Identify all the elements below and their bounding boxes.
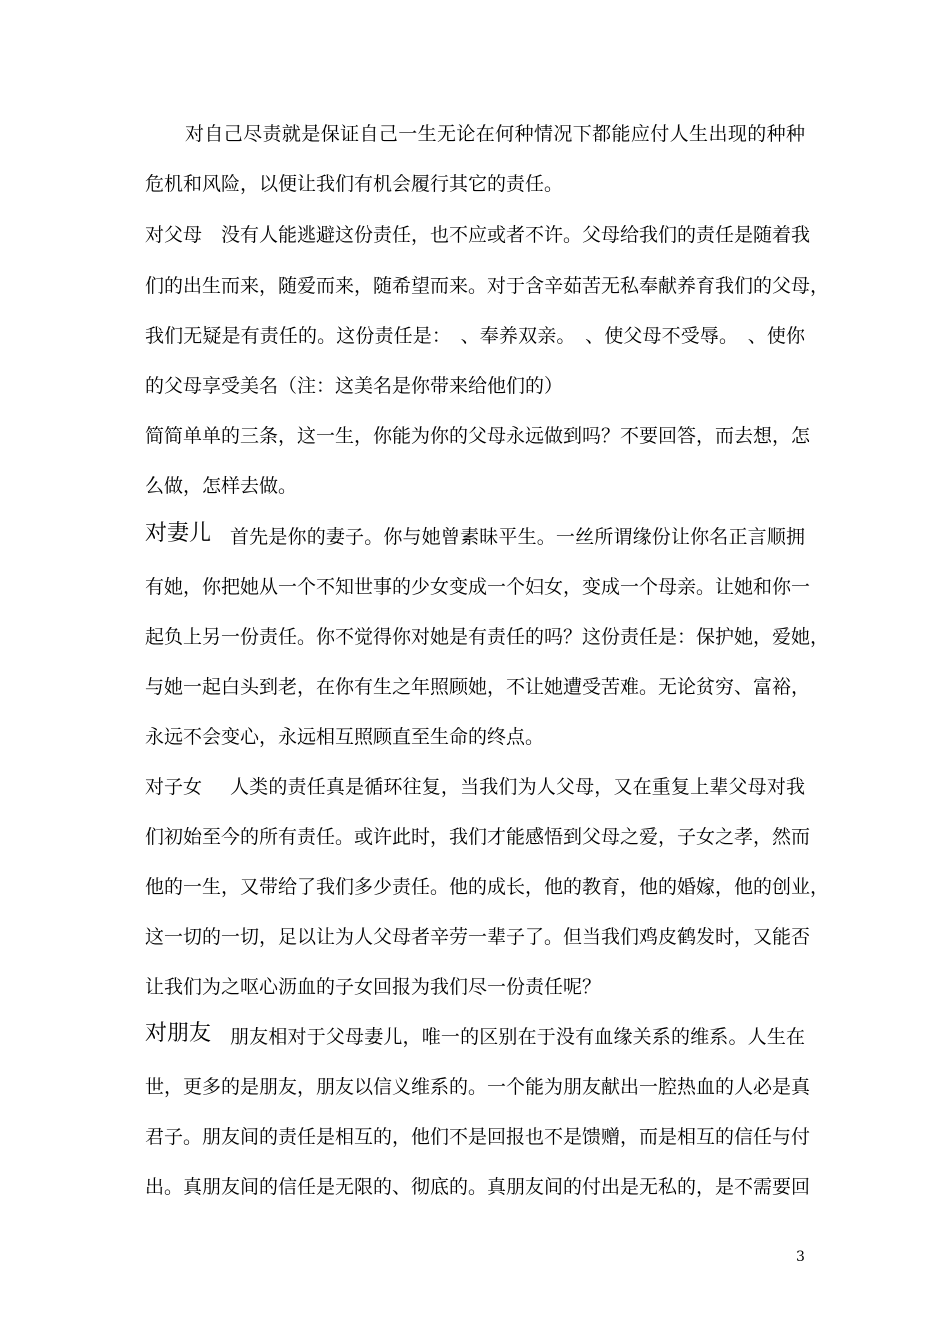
para-parents-line-5: 简简单单的三条，这一生，你能为你的父母永远做到吗？不要回答，而去想，怎 <box>145 425 811 447</box>
para-children-line-1: 人类的责任真是循环往复，当我们为人父母，又在重复上辈父母对我 <box>230 776 805 798</box>
page-number: 3 <box>796 1249 805 1265</box>
para-friends-line-4: 出。真朋友间的信任是无限的、彻底的。真朋友间的付出是无私的，是不需要回 <box>145 1176 811 1198</box>
heading-friends: 对朋友 <box>145 1021 212 1046</box>
para-children-line-5: 让我们为之呕心沥血的子女回报为我们尽一份责任呢？ <box>145 976 602 998</box>
para-self-line-1: 对自己尽责就是保证自己一生无论在何种情况下都能应付人生出现的种种 <box>185 123 805 145</box>
para-friends-line-1: 朋友相对于父母妻儿，唯一的区别在于没有血缘关系的维系。人生在 <box>230 1026 805 1048</box>
para-wife-line-4: 与她一起白头到老，在你有生之年照顾她，不让她遭受苦难。无论贫穷、富裕， <box>145 676 811 698</box>
para-friends-line-2: 世，更多的是朋友，朋友以信义维系的。一个能为朋友献出一腔热血的人必是真 <box>145 1076 811 1098</box>
para-friends-line-3: 君子。朋友间的责任是相互的，他们不是回报也不是馈赠，而是相互的信任与付 <box>145 1126 811 1148</box>
para-wife-line-2: 有她，你把她从一个不知世事的少女变成一个妇女，变成一个母亲。让她和你一 <box>145 576 811 598</box>
para-parents-line-6: 么做，怎样去做。 <box>145 475 298 497</box>
para-wife-line-5: 永远不会变心，永远相互照顾直至生命的终点。 <box>145 726 545 748</box>
para-children-line-3: 他的一生，又带给了我们多少责任。他的成长，他的教育，他的婚嫁，他的创业， <box>145 876 830 898</box>
para-self-line-2: 危机和风险，以便让我们有机会履行其它的责任。 <box>145 173 564 195</box>
para-parents-line-1: 对父母 没有人能逃避这份责任，也不应或者不许。父母给我们的责任是随着我 <box>145 224 811 246</box>
para-parents-line-2: 们的出生而来，随爱而来，随希望而来。对于含辛茹苦无私奉献养育我们的父母， <box>145 275 830 297</box>
heading-children: 对子女 <box>145 776 203 798</box>
para-children-line-2: 们初始至今的所有责任。或许此时，我们才能感悟到父母之爱，子女之孝，然而 <box>145 826 811 848</box>
para-children-line-4: 这一切的一切，足以让为人父母者辛劳一辈子了。但当我们鸡皮鹤发时，又能否 <box>145 926 811 948</box>
para-parents-line-3: 我们无疑是有责任的。这份责任是： 、奉养双亲。 、使父母不受辱。 、使你 <box>145 325 805 347</box>
heading-wife-children: 对妻儿 <box>145 521 212 546</box>
para-parents-line-4: 的父母享受美名（注：这美名是你带来给他们的） <box>145 375 564 397</box>
para-wife-line-1: 首先是你的妻子。你与她曾素昧平生。一丝所谓缘份让你名正言顺拥 <box>230 526 805 548</box>
para-wife-line-3: 起负上另一份责任。你不觉得你对她是有责任的吗？这份责任是：保护她，爱她， <box>145 626 830 648</box>
